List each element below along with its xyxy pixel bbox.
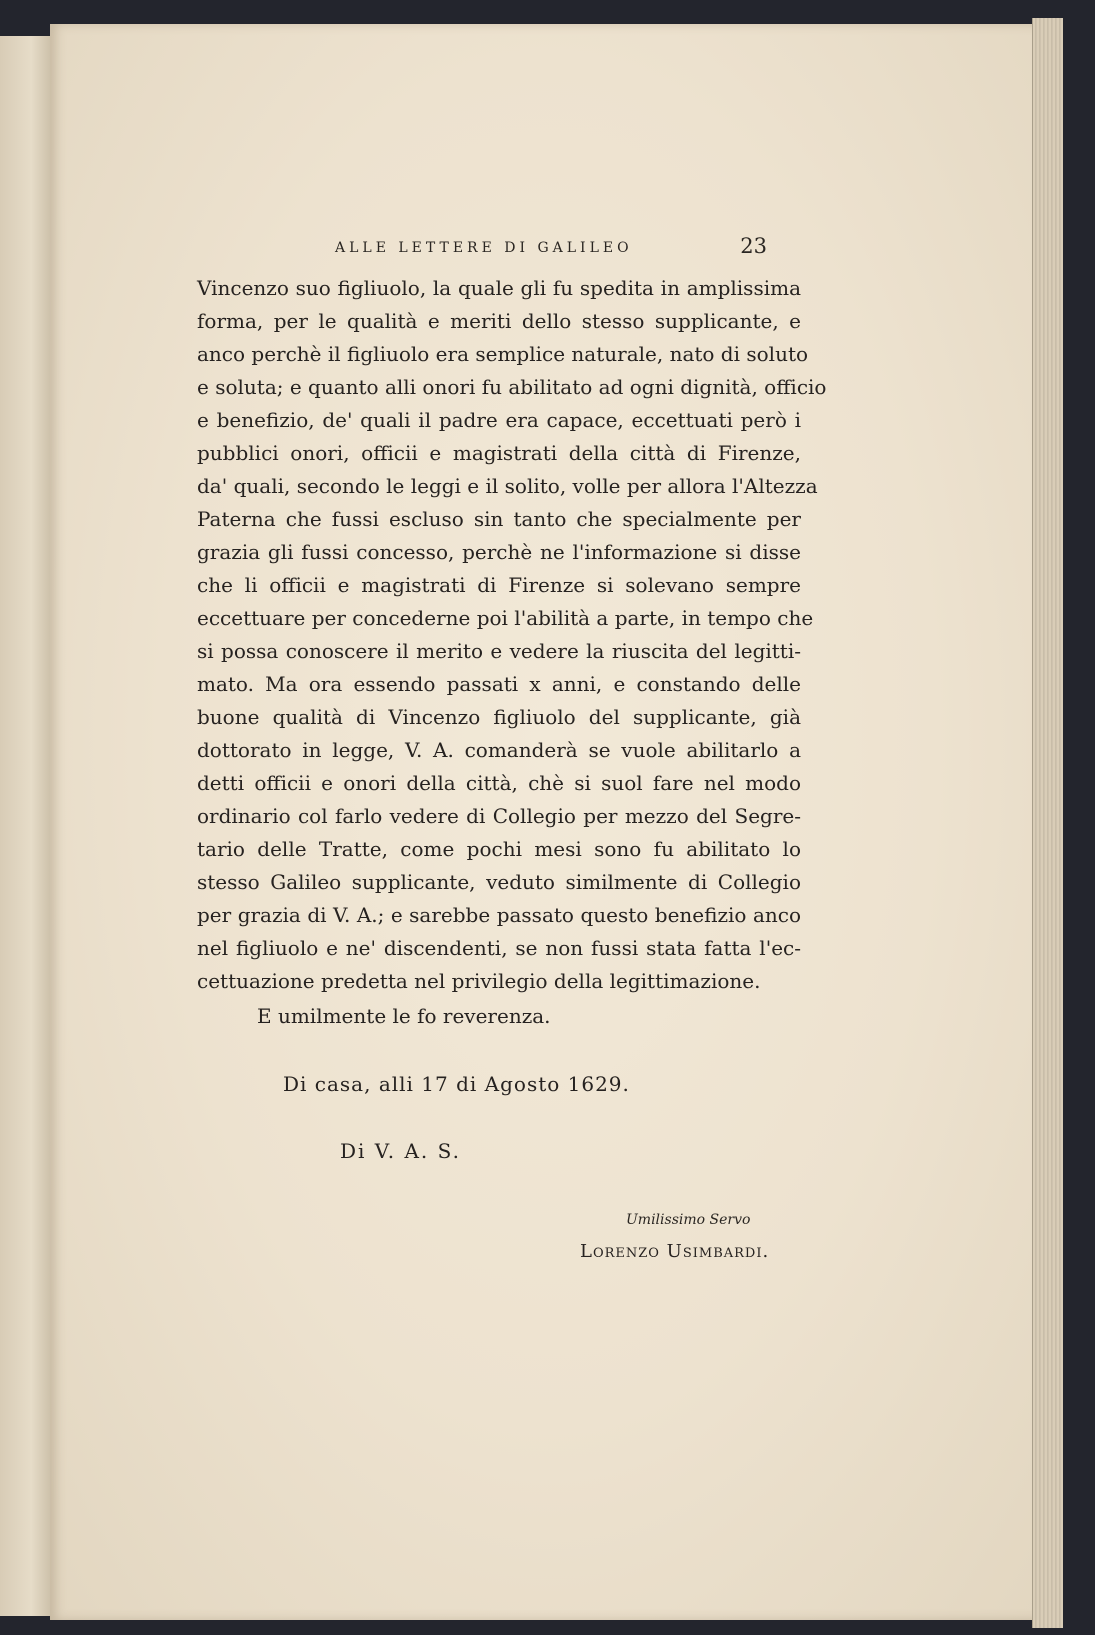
text-line: nel figliuolo e ne' discendenti, se non fussi stata fatta l'ec-	[197, 936, 801, 960]
closing-line: E umilmente le fo reverenza.	[257, 1004, 551, 1028]
dateline: Di casa, alli 17 di Agosto 1629.	[283, 1072, 630, 1096]
text-line: ordinario col farlo vedere di Collegio per mezzo del Segre-	[197, 804, 801, 828]
text-line: che li officii e magistrati di Firenze si solevano sempre	[197, 573, 801, 597]
text-line: buone qualità di Vincenzo figliuolo del supplicante, già	[197, 705, 801, 729]
text-line: detti officii e onori della città, chè si suol fare nel modo	[197, 771, 801, 795]
text-line: forma, per le qualità e meriti dello stesso supplicante, e	[197, 309, 801, 333]
page-stack-edges	[1032, 18, 1063, 1628]
running-title: ALLE LETTERE DI GALILEO	[335, 240, 633, 256]
text-line: cettuazione predetta nel privilegio della legittimazione.	[197, 969, 761, 993]
text-line: tario delle Tratte, come pochi mesi sono fu abilitato lo	[197, 837, 801, 861]
text-line: Vincenzo suo figliuolo, la quale gli fu spedita in amplissima	[197, 276, 801, 300]
text-line: per grazia di V. A.; e sarebbe passato questo benefizio anco	[197, 903, 801, 927]
text-line: stesso Galileo supplicante, veduto similmente di Collegio	[197, 870, 801, 894]
facing-page-edge	[0, 36, 54, 1616]
text-line: Paterna che fussi escluso sin tanto che specialmente per	[197, 507, 801, 531]
text-line: e soluta; e quanto alli onori fu abilitato ad ogni dignità, officio	[197, 375, 827, 399]
text-line: anco perchè il figliuolo era semplice naturale, nato di soluto	[197, 342, 809, 366]
signoff: Umilissimo Servo	[626, 1212, 751, 1228]
address-line: Di V. A. S.	[340, 1139, 461, 1163]
page-header	[335, 234, 775, 262]
text-line: da' quali, secondo le leggi e il solito, volle per allora l'Altezza	[197, 474, 818, 498]
text-line: grazia gli fussi concesso, perchè ne l'informazione si disse	[197, 540, 801, 564]
text-line: eccettuare per concederne poi l'abilità a parte, in tempo che	[197, 606, 814, 630]
page-number: 23	[740, 234, 767, 258]
text-line: si possa conoscere il merito e vedere la riuscita del legitti-	[197, 639, 801, 663]
text-line: mato. Ma ora essendo passati x anni, e constando delle	[197, 672, 801, 696]
body-text	[197, 272, 827, 998]
text-line: pubblici onori, officii e magistrati della città di Firenze,	[197, 441, 801, 465]
text-line: e benefizio, de' quali il padre era capace, eccettuati però i	[197, 408, 801, 432]
signature: Lorenzo Usimbardi.	[580, 1241, 770, 1262]
text-line: dottorato in legge, V. A. comanderà se vuole abilitarlo a	[197, 738, 801, 762]
